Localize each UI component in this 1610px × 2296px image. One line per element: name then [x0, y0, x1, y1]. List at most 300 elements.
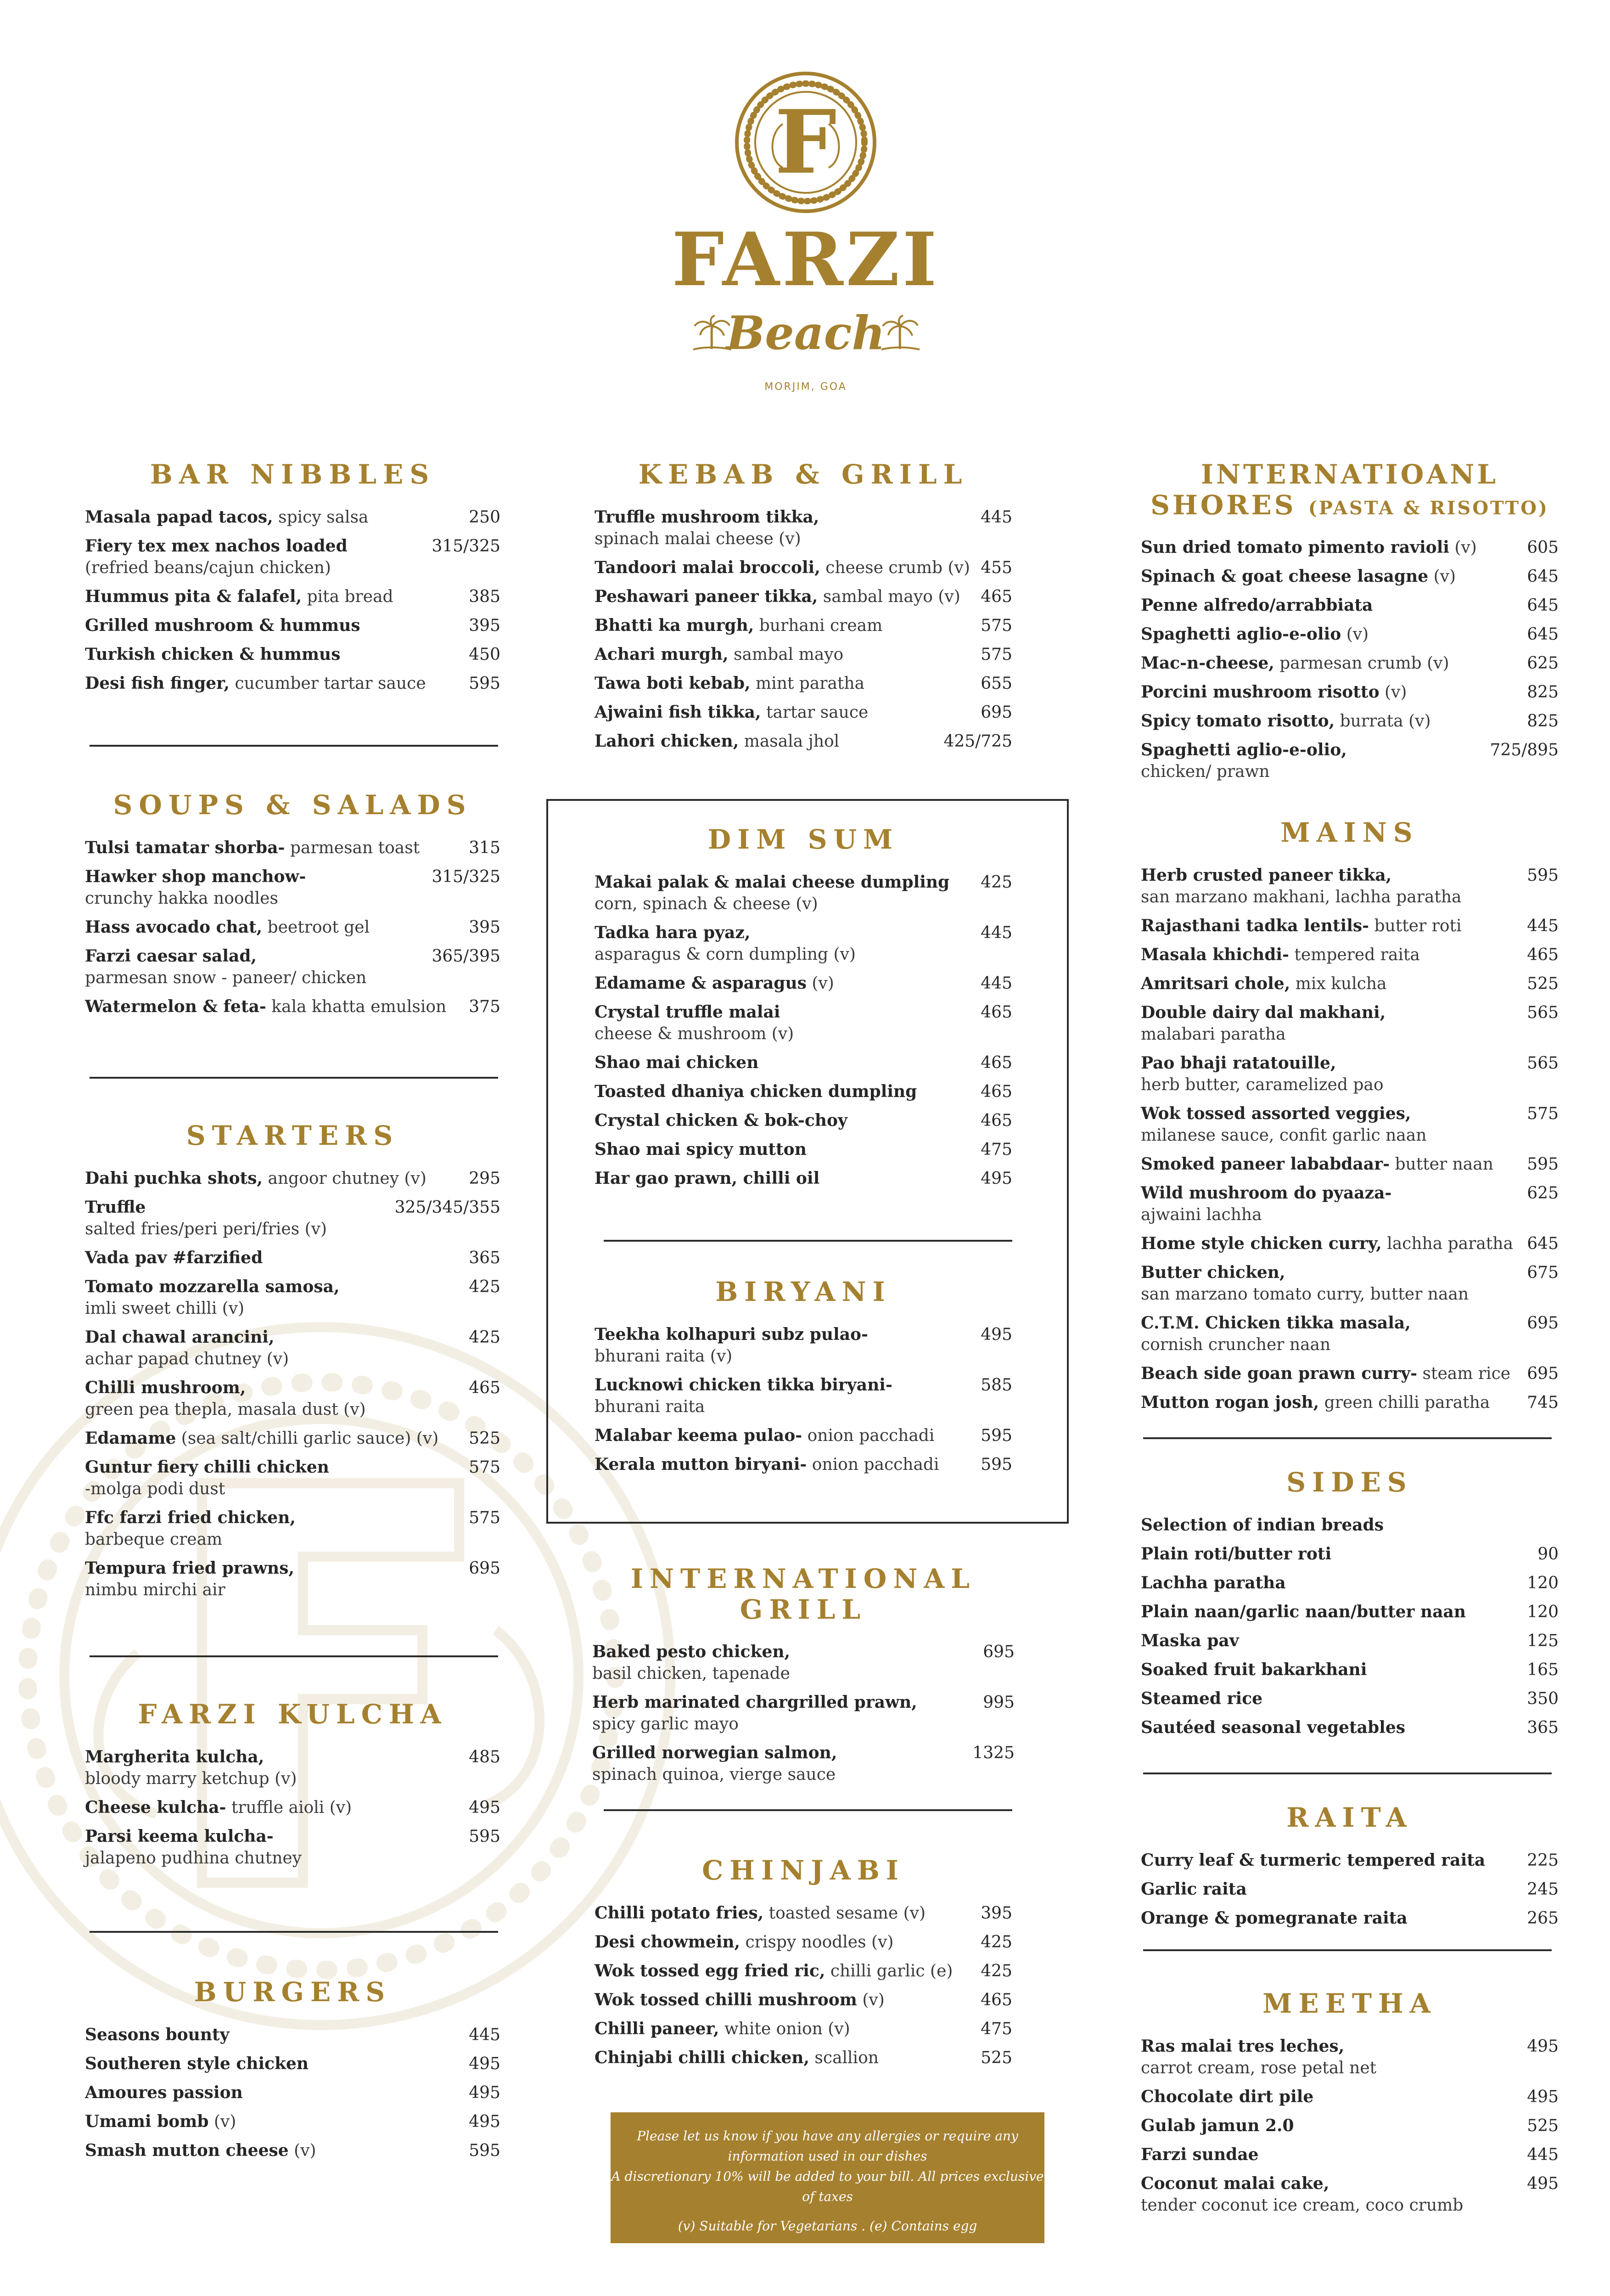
menu-item-text — [1141, 2115, 1294, 2137]
menu-item — [595, 1324, 1012, 1367]
menu-item-text — [85, 535, 348, 579]
menu-item-name: Smash mutton cheese — [85, 2140, 289, 2160]
divider — [1143, 1949, 1552, 1951]
menu-item — [1141, 1688, 1559, 1710]
menu-item — [1141, 1154, 1559, 1175]
menu-item-text — [85, 2140, 316, 2161]
menu-item-text — [85, 2111, 236, 2133]
menu-item — [1141, 1630, 1559, 1652]
section-title: MEETHA — [1262, 1988, 1437, 2019]
menu-item — [85, 945, 500, 989]
menu-item — [85, 1276, 500, 1319]
menu-item-sub: corn, spinach & cheese (v) — [595, 894, 818, 913]
section-biryani — [595, 1277, 1012, 1483]
menu-item-text — [1141, 1262, 1469, 1305]
section-kebab-grill — [595, 459, 1012, 760]
menu-item-desc: tempered raita — [1289, 945, 1420, 964]
section-sides — [1141, 1467, 1559, 1746]
menu-item-name: Chinjabi chilli chicken, — [595, 2048, 809, 2067]
menu-item — [85, 2082, 500, 2104]
menu-item-name: Tomato mozzarella samosa, — [85, 1277, 340, 1296]
menu-item — [595, 1425, 1012, 1446]
menu-item-price: 445 — [981, 507, 1012, 527]
menu-item-name: Hummus pita & falafel, — [85, 586, 302, 606]
menu-item-name: Herb crusted paneer tikka, — [1141, 865, 1392, 885]
menu-item — [595, 922, 1012, 965]
menu-item-desc: (v) — [1428, 567, 1456, 586]
menu-item-name: Amritsari chole, — [1141, 974, 1290, 993]
menu-item-name: Shao mai chicken — [595, 1052, 759, 1072]
section-raita — [1141, 1802, 1559, 1936]
menu-item-price: 495 — [1527, 2174, 1559, 2193]
menu-item-desc: mix kulcha — [1290, 974, 1387, 993]
menu-item-name: Amoures passion — [85, 2082, 243, 2102]
menu-item — [85, 1826, 500, 1869]
menu-item-name: Plain naan/garlic naan/butter naan — [1141, 1602, 1466, 1621]
menu-item-price: 525 — [469, 1429, 500, 1448]
section-title: BURGERS — [194, 1976, 392, 2008]
brand-location: MORJIM, GOA — [764, 381, 847, 393]
menu-item-text — [595, 1425, 934, 1446]
menu-item-name: Grilled norwegian salmon, — [592, 1743, 837, 1763]
menu-item-price: 495 — [469, 2112, 500, 2131]
divider — [1143, 1773, 1552, 1774]
menu-item — [1141, 739, 1559, 782]
menu-item-name: Kerala mutton biryani- — [595, 1454, 807, 1474]
menu-item-price: 465 — [469, 1378, 500, 1397]
menu-item-price: 645 — [1527, 596, 1559, 615]
menu-item-desc: burrata (v) — [1335, 712, 1431, 731]
menu-item-price: 350 — [1527, 1689, 1559, 1708]
menu-item-name: Baked pesto chicken, — [592, 1642, 791, 1662]
menu-item — [595, 872, 1012, 915]
menu-item — [1141, 595, 1559, 616]
menu-item-text — [595, 1989, 885, 2011]
menu-item-price: 695 — [981, 703, 1012, 722]
menu-item-text — [85, 2082, 243, 2104]
menu-item-price: 605 — [1527, 538, 1559, 557]
menu-item-price: 575 — [1527, 1104, 1559, 1123]
note-line: information used in our dishes — [728, 2149, 927, 2164]
section-international-grill — [592, 1564, 1015, 1793]
menu-item-price: 475 — [981, 2019, 1012, 2038]
menu-item-name: Crystal chicken & bok-choy — [595, 1110, 847, 1130]
menu-item — [1141, 653, 1559, 674]
menu-item-name: Tandoori malai broccoli, — [595, 557, 820, 577]
menu-item-desc: sambal mayo — [728, 645, 844, 664]
menu-item — [595, 644, 1012, 665]
section-title: INTERNATIONAL GRILL — [630, 1563, 976, 1625]
menu-item-name: Coconut malai cake, — [1141, 2173, 1330, 2193]
menu-item — [1141, 2086, 1559, 2108]
section-soups-salads — [85, 790, 500, 1025]
menu-item-price: 315/325 — [432, 867, 500, 886]
menu-item-name: Chilli paneer, — [595, 2019, 719, 2038]
menu-item — [595, 2018, 1012, 2040]
menu-item — [1141, 624, 1559, 645]
menu-item — [1141, 566, 1559, 587]
menu-item-text — [85, 1276, 339, 1319]
menu-item-price: 465 — [981, 1082, 1012, 1101]
menu-item — [1141, 681, 1559, 703]
menu-item-price: 465 — [981, 587, 1012, 606]
menu-item-price: 465 — [981, 1002, 1012, 1022]
menu-item — [85, 1746, 500, 1790]
menu-item-desc: angoor chutney (v) — [263, 1169, 426, 1188]
menu-item — [595, 1002, 1012, 1045]
menu-item-price: 595 — [469, 1827, 500, 1846]
menu-item-name: Lucknowi chicken tikka biryani- — [595, 1375, 892, 1395]
menu-item-name: Umami bomb — [85, 2111, 209, 2131]
menu-item-price: 575 — [469, 1508, 500, 1527]
menu-item-name: Margherita kulcha, — [85, 1747, 264, 1767]
menu-item-price: 625 — [1527, 654, 1559, 673]
menu-item-name: Mutton rogan josh, — [1141, 1392, 1319, 1412]
menu-item-price: 365 — [1527, 1718, 1559, 1737]
menu-item-text — [1141, 1908, 1408, 1929]
menu-item — [595, 673, 1012, 694]
menu-item-price: 525 — [981, 2048, 1012, 2067]
menu-item-sub: chicken/ prawn — [1141, 762, 1270, 782]
emblem-letter: F — [774, 91, 837, 193]
menu-item-price: 485 — [469, 1747, 500, 1767]
menu-item-text — [595, 1960, 953, 1982]
menu-item-text — [1141, 595, 1373, 616]
menu-item-name: Ras malai tres leches, — [1141, 2036, 1345, 2056]
menu-item-price: 465 — [981, 1111, 1012, 1130]
menu-item-text — [595, 1139, 807, 1160]
menu-item-sub: (refried beans/cajun chicken) — [85, 558, 331, 577]
menu-item-text — [1141, 1103, 1426, 1146]
menu-item-price: 695 — [1527, 1364, 1559, 1383]
menu-item-name: Lahori chicken, — [595, 731, 739, 751]
menu-item-text — [1141, 566, 1456, 587]
menu-item — [595, 1168, 1012, 1189]
menu-item-name: Butter chicken, — [1141, 1262, 1285, 1282]
menu-item-desc: tartar sauce — [761, 703, 869, 722]
menu-item-sub: basil chicken, tapenade — [592, 1664, 790, 1683]
menu-item — [85, 615, 500, 636]
menu-item-text — [1141, 1717, 1405, 1739]
menu-item-text — [85, 1377, 366, 1420]
menu-item-price: 365 — [469, 1248, 500, 1267]
menu-item — [85, 837, 500, 859]
menu-item-desc: chilli garlic (e) — [825, 1961, 953, 1981]
menu-item-price: 225 — [1527, 1851, 1559, 1870]
menu-item-name: Orange & pomegranate raita — [1141, 1908, 1408, 1928]
menu-item-name: Seasons bounty — [85, 2025, 230, 2044]
menu-item-price: 365/395 — [432, 946, 500, 966]
menu-item-price: 465 — [981, 1053, 1012, 1072]
menu-item-name: Cheese kulcha- — [85, 1797, 226, 1817]
menu-item-text — [85, 837, 420, 859]
menu-item-name: Desi fish finger, — [85, 673, 230, 693]
menu-item-name: Toasted dhaniya chicken dumpling — [595, 1081, 917, 1101]
menu-item-sub: jalapeno pudhina chutney — [85, 1848, 302, 1868]
menu-item-text — [1141, 1543, 1331, 1565]
menu-item-text — [595, 1324, 868, 1367]
menu-item-price: 585 — [981, 1375, 1012, 1395]
menu-item-price: 425/725 — [943, 732, 1012, 751]
menu-item-name: Parsi keema kulcha- — [85, 1826, 274, 1846]
menu-item — [595, 1052, 1012, 1074]
menu-item-name: Bhatti ka murgh, — [595, 615, 754, 635]
menu-item-text — [85, 1457, 329, 1500]
menu-item-text — [595, 1374, 892, 1418]
menu-item-price: 495 — [981, 1325, 1012, 1344]
menu-item-price: 645 — [1527, 625, 1559, 644]
menu-item-desc: onion pacchadi — [807, 1455, 939, 1474]
menu-item — [595, 973, 1012, 994]
menu-item-text — [595, 644, 843, 665]
menu-item-text — [1141, 1363, 1510, 1384]
menu-item — [85, 2111, 500, 2133]
menu-item-text — [85, 1168, 426, 1189]
section-chinjabi — [595, 1855, 1012, 2076]
section-dim-sum — [595, 824, 1012, 1197]
menu-item — [595, 1139, 1012, 1160]
menu-item-text — [1141, 1850, 1485, 1871]
menu-item — [85, 673, 500, 694]
menu-item-price: 295 — [469, 1169, 500, 1188]
menu-item-name: Farzi caesar salad, — [85, 946, 257, 966]
menu-item-price: 625 — [1527, 1183, 1559, 1203]
menu-item-text — [595, 1168, 819, 1189]
menu-item — [595, 702, 1012, 723]
menu-item-price: 495 — [469, 2054, 500, 2073]
menu-item — [85, 917, 500, 938]
menu-item-price: 575 — [469, 1458, 500, 1477]
menu-item — [1141, 915, 1559, 937]
menu-item-text — [595, 1902, 926, 1924]
menu-item-text — [1141, 1572, 1286, 1594]
menu-item-price: 125 — [1527, 1631, 1559, 1650]
menu-item-name: Southeren style chicken — [85, 2054, 309, 2073]
menu-item-text — [1141, 2173, 1463, 2216]
menu-item-desc: kala khatta emulsion — [266, 997, 447, 1016]
menu-item-name: Curry leaf & turmeric tempered raita — [1141, 1850, 1486, 1870]
section-title: FARZI KULCHA — [138, 1699, 448, 1730]
menu-item-price: 525 — [1527, 974, 1559, 993]
menu-item-name: Rajasthani tadka lentils- — [1141, 916, 1369, 935]
menu-item-text — [1141, 1601, 1466, 1623]
menu-item-sub: san marzano tomato curry, butter naan — [1141, 1284, 1469, 1304]
menu-item-text — [85, 1327, 289, 1370]
menu-item-price: 425 — [981, 1932, 1012, 1952]
menu-item-price: 465 — [1527, 945, 1559, 964]
menu-item — [1141, 1233, 1559, 1255]
menu-item-price: 495 — [1527, 2087, 1559, 2106]
menu-item-desc: truffle aioli (v) — [226, 1798, 352, 1817]
menu-item-text — [1141, 865, 1461, 908]
menu-item-text — [85, 1826, 302, 1869]
menu-item-name: Lachha paratha — [1141, 1573, 1286, 1593]
menu-item-text — [85, 2024, 230, 2046]
divider — [1143, 1437, 1552, 1439]
section-title: KEBAB & GRILL — [638, 459, 969, 490]
menu-item-text — [595, 1052, 758, 1074]
menu-item-desc: sambal mayo (v) — [818, 587, 960, 606]
section-starters — [85, 1120, 500, 1608]
menu-item-name: Wok tossed assorted veggies, — [1141, 1103, 1411, 1123]
menu-item-text — [595, 1110, 847, 1131]
menu-item-desc: butter roti — [1369, 916, 1462, 935]
menu-item — [1141, 973, 1559, 995]
menu-item — [1141, 2115, 1559, 2137]
menu-item-desc: burhani cream — [754, 616, 883, 635]
menu-item-name: Malabar keema pulao- — [595, 1425, 802, 1445]
menu-item-text — [595, 872, 949, 915]
menu-item-sub: green pea thepla, masala dust (v) — [85, 1400, 366, 1419]
menu-item-name: Dal chawal arancini, — [85, 1327, 275, 1347]
menu-item-price: 575 — [981, 616, 1012, 635]
menu-item-text — [595, 702, 868, 723]
menu-item-text — [595, 673, 864, 694]
menu-item-text — [1141, 1182, 1391, 1226]
menu-item-name: Plain roti/butter roti — [1141, 1544, 1332, 1564]
menu-item-text — [85, 586, 393, 608]
menu-item-text — [595, 973, 834, 994]
menu-item-text — [85, 917, 370, 938]
menu-item-text — [1141, 2036, 1376, 2079]
menu-item-price: 445 — [981, 923, 1012, 942]
menu-item-text — [592, 1742, 837, 1785]
section-farzi-kulcha — [85, 1699, 500, 1876]
menu-item — [85, 644, 500, 665]
menu-item-name: Soaked fruit bakarkhani — [1141, 1660, 1367, 1679]
menu-item-text — [595, 731, 839, 752]
menu-item-name: Penne alfredo/arrabbiata — [1141, 596, 1373, 615]
menu-item-text — [1141, 710, 1431, 732]
menu-item-desc: cheese crumb (v) — [820, 558, 970, 577]
menu-item-price: 495 — [981, 1169, 1012, 1188]
menu-item-name: Peshawari paneer tikka, — [595, 586, 818, 606]
menu-item-text — [1141, 1630, 1239, 1652]
menu-item — [1141, 1717, 1559, 1739]
menu-item — [85, 1558, 500, 1601]
divider — [90, 1655, 498, 1657]
menu-item-text — [85, 1247, 263, 1269]
menu-item-text — [1141, 944, 1420, 966]
menu-item-sub: spinach malai cheese (v) — [595, 529, 801, 548]
menu-item-price: 425 — [469, 1328, 500, 1347]
menu-item — [1141, 1572, 1559, 1594]
menu-item-name: Wild mushroom do pyaaza- — [1141, 1183, 1392, 1203]
menu-item-text — [1141, 915, 1462, 937]
menu-item-desc: cucumber tartar sauce — [230, 674, 426, 693]
menu-item-price: 425 — [981, 1961, 1012, 1981]
menu-item-name: Makai palak & malai cheese dumpling — [595, 872, 950, 892]
menu-item — [1141, 1002, 1559, 1045]
menu-item-price: 120 — [1527, 1602, 1559, 1621]
menu-item-name: Crystal truffle malai — [595, 1002, 780, 1022]
menu-item — [1141, 1392, 1559, 1413]
menu-item-price: 250 — [469, 507, 500, 527]
menu-item-name: Grilled mushroom & hummus — [85, 615, 360, 635]
menu-item — [85, 1797, 500, 1818]
menu-item-desc: onion pacchadi — [802, 1426, 935, 1445]
menu-item — [85, 1377, 500, 1420]
menu-item-sub: spicy garlic mayo — [592, 1715, 739, 1734]
footer-note — [611, 2112, 1044, 2243]
menu-item-text — [85, 2053, 309, 2075]
menu-item-price: 595 — [981, 1455, 1012, 1474]
menu-item-sub: ajwaini lachha — [1141, 1205, 1262, 1224]
menu-item-desc: steam rice — [1417, 1364, 1511, 1383]
menu-item — [592, 1641, 1015, 1684]
menu-item-price: 1325 — [972, 1744, 1015, 1763]
menu-item-text — [595, 1454, 939, 1475]
menu-item-price: 595 — [469, 2141, 500, 2160]
menu-item-name: Wok tossed chilli mushroom — [595, 1990, 857, 2009]
menu-item — [595, 1902, 1012, 1924]
menu-item-text — [1141, 1879, 1247, 1900]
menu-item-sub: bloody marry ketchup (v) — [85, 1769, 297, 1788]
menu-item-name: Selection of indian breads — [1141, 1515, 1384, 1535]
menu-item-price: 165 — [1527, 1660, 1559, 1679]
menu-item — [1141, 2036, 1559, 2079]
section-meetha — [1141, 1988, 1559, 2223]
menu-item-desc: (v) — [857, 1990, 885, 2009]
menu-item-price: 825 — [1527, 712, 1559, 731]
menu-item-name: Ffc farzi fried chicken, — [85, 1508, 296, 1527]
menu-item-text — [85, 1507, 296, 1550]
menu-item-name: Herb marinated chargrilled prawn, — [592, 1693, 917, 1712]
menu-item-name: Achari murgh, — [595, 644, 729, 664]
section-title: BAR NIBBLES — [150, 459, 436, 490]
menu-item-desc: (v) — [1449, 538, 1477, 557]
menu-item — [1141, 1514, 1559, 1536]
menu-item-text — [1141, 1659, 1367, 1681]
menu-item-sub: tender coconut ice cream, coco crumb — [1141, 2195, 1464, 2215]
menu-item — [595, 615, 1012, 636]
menu-item-name: Hawker shop manchow- — [85, 867, 306, 886]
menu-item-desc: (v) — [1379, 683, 1407, 702]
menu-item-name: Vada pav #farzified — [85, 1248, 263, 1267]
menu-item-price: 385 — [469, 587, 500, 606]
menu-item — [85, 2053, 500, 2075]
menu-item-name: Farzi sundae — [1141, 2144, 1259, 2164]
menu-item-price: 595 — [469, 674, 500, 693]
section-title: STARTERS — [186, 1120, 399, 1151]
menu-item — [1141, 1052, 1559, 1096]
menu-item-price: 445 — [981, 974, 1012, 993]
menu-item-name: Chocolate dirt pile — [1141, 2087, 1314, 2106]
menu-item — [595, 1374, 1012, 1418]
menu-item-sub: milanese sauce, confit garlic naan — [1141, 1125, 1427, 1145]
menu-item-text — [595, 1081, 917, 1103]
menu-item — [85, 1247, 500, 1269]
menu-item — [595, 1960, 1012, 1982]
menu-item-desc: (v) — [806, 974, 834, 993]
section-burgers — [85, 1977, 500, 2169]
menu-item-desc: (v) — [288, 2141, 316, 2160]
menu-item — [85, 996, 500, 1018]
menu-item-name: Mac-n-cheese, — [1141, 653, 1274, 673]
section-title: DIM SUM — [707, 824, 899, 855]
menu-item-text — [85, 945, 366, 989]
menu-item-desc: scallion — [809, 2048, 879, 2067]
menu-item-text — [85, 1197, 327, 1240]
menu-item-price: 395 — [469, 616, 500, 635]
menu-item-name: Masala papad tacos, — [85, 507, 273, 527]
section-title: INTERNATIOANL — [1200, 459, 1499, 490]
menu-item-sub: asparagus & corn dumpling (v) — [595, 945, 856, 964]
menu-item-price: 445 — [1527, 916, 1559, 935]
menu-item-text — [1141, 1154, 1493, 1175]
menu-item-name: Spicy tomato risotto, — [1141, 711, 1335, 731]
menu-item-price: 395 — [469, 917, 500, 937]
